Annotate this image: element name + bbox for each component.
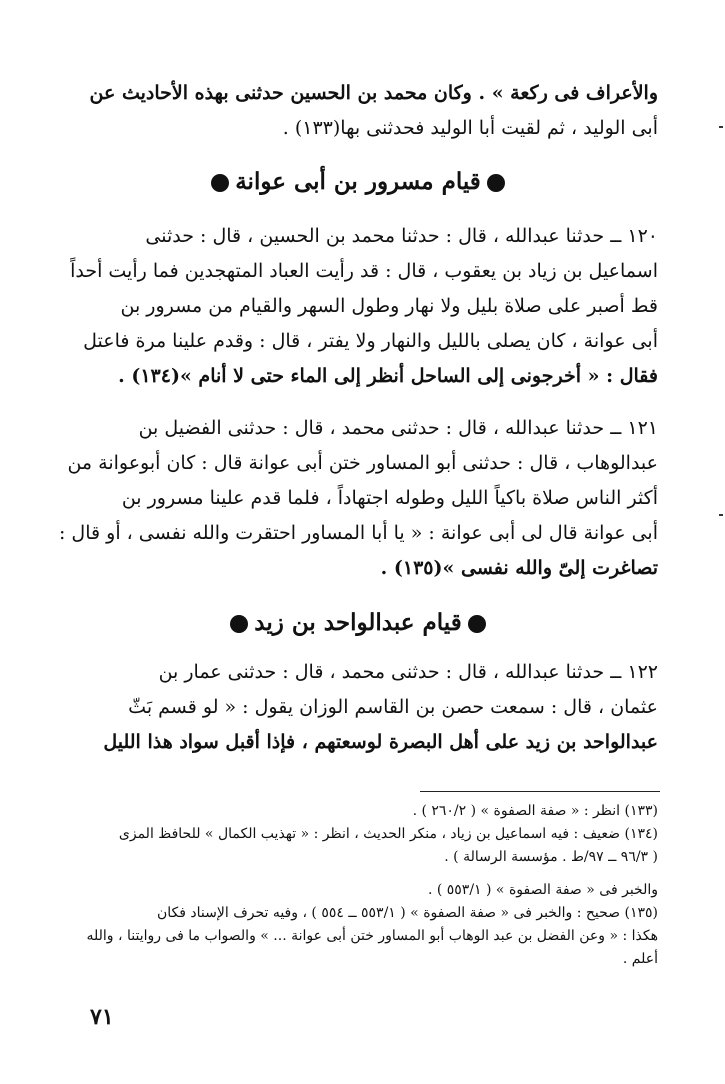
footnotes — [58, 800, 658, 971]
footnote-line: أعلم . — [622, 951, 658, 967]
scan-edge-mark — [719, 126, 723, 128]
paragraph-line: فقال : « أخرجونى إلى الساحل أنظر إلى الماء حتى لا أنام »(١٣٤) . — [118, 365, 658, 387]
paragraph-line: عثمان ، قال : سمعت حصن بن القاسم الوزان يقول : « لو قسم بَثّ — [128, 696, 658, 718]
paragraph-top — [58, 76, 658, 146]
footnote-line: (١٣٤) ضعيف : فيه اسماعيل بن زياد ، منكر الحديث ، انظر : « تهذيب الكمال » للحافظ المزى — [118, 826, 658, 842]
paragraph-122 — [58, 655, 658, 760]
footnote-separator — [420, 791, 660, 792]
footnote-line: ( ٩٦/٣ ــ ٩٧/ط . مؤسسة الرسالة ) . — [444, 849, 658, 865]
paragraph-121 — [58, 411, 658, 586]
heading-text: قيام عبدالواحد بن زيد — [254, 609, 462, 636]
bullet-dot-icon — [487, 174, 505, 192]
footnote-line: (١٣٥) صحيح : والخبر فى « صفة الصفوة » ( ٥٥٣/١ ــ ٥٥٤ ) ، وفيه تحرف الإسناد فكان — [157, 905, 658, 921]
paragraph-line: اسماعيل بن زياد بن يعقوب ، قال : قد رأيت العباد المتهجدين فما رأيت أحداً — [70, 260, 658, 282]
paragraph-line: قط أصبر على صلاة بليل ولا نهار وطول السهر والقيام من مسرور بن — [120, 295, 658, 317]
bold-phrase: والأعراف فى ركعة » . وكان محمد بن الحسين حدثنى بهذه الأحاديث عن — [89, 82, 658, 104]
section-heading-2 — [58, 605, 658, 641]
paragraph-line: ١٢٠ ــ حدثنا عبدالله ، قال : حدثنا محمد بن الحسين ، قال : حدثنى — [145, 225, 658, 247]
bullet-dot-icon — [211, 174, 229, 192]
bullet-dot-icon — [230, 615, 248, 633]
scan-edge-mark — [719, 514, 723, 516]
paragraph-line: ١٢٢ ــ حدثنا عبدالله ، قال : حدثنى محمد ، قال : حدثنى عمار بن — [158, 661, 658, 683]
bullet-dot-icon — [468, 615, 486, 633]
paragraph-line: عبدالوهاب ، قال : حدثنى أبو المساور ختن أبى عوانة قال : كان أبوعوانة من — [67, 452, 658, 474]
paragraph-line: ١٢١ ــ حدثنا عبدالله ، قال : حدثنى محمد ، قال : حدثنى الفضيل بن — [138, 417, 658, 439]
paragraph-line: أبى الوليد ، ثم لقيت أبا الوليد فحدثنى بها(١٣٣) . — [282, 117, 658, 139]
footnote-line: والخبر فى « صفة الصفوة » ( ٥٥٣/١ ) . — [427, 882, 658, 898]
paragraph-line: عبدالواحد بن زيد على أهل البصرة لوسعتهم ، فإذا أقبل سواد هذا الليل — [103, 731, 658, 753]
paragraph-120 — [58, 219, 658, 394]
footnote-line: هكذا : « وعن الفضل بن عبد الوهاب أبو المساور ختن أبى عوانة ... » والصواب ما فى روايتنا ، والله — [86, 928, 658, 944]
paragraph-line — [58, 76, 658, 111]
page-number: ٧١ — [90, 1004, 114, 1030]
footnote-line: (١٣٣) انظر : « صفة الصفوة » ( ٢٦٠/٢ ) . — [412, 803, 658, 819]
paragraph-line: تصاغرت إلىّ والله نفسى »(١٣٥) . — [380, 557, 658, 579]
paragraph-line: أبى عوانة قال لى أبى عوانة : « يا أبا المساور احتقرت والله نفسى ، أو قال : — [58, 522, 658, 544]
heading-text: قيام مسرور بن أبى عوانة — [235, 168, 481, 195]
paragraph-line: أبى عوانة ، كان يصلى بالليل والنهار ولا يفتر ، قال : وقدم علينا مرة فاعتل — [83, 330, 658, 352]
paragraph-line: أكثر الناس صلاة باكياً الليل وطوله اجتهاداً ، فلما قدم علينا مسرور بن — [121, 487, 658, 509]
section-heading-1 — [58, 164, 658, 200]
